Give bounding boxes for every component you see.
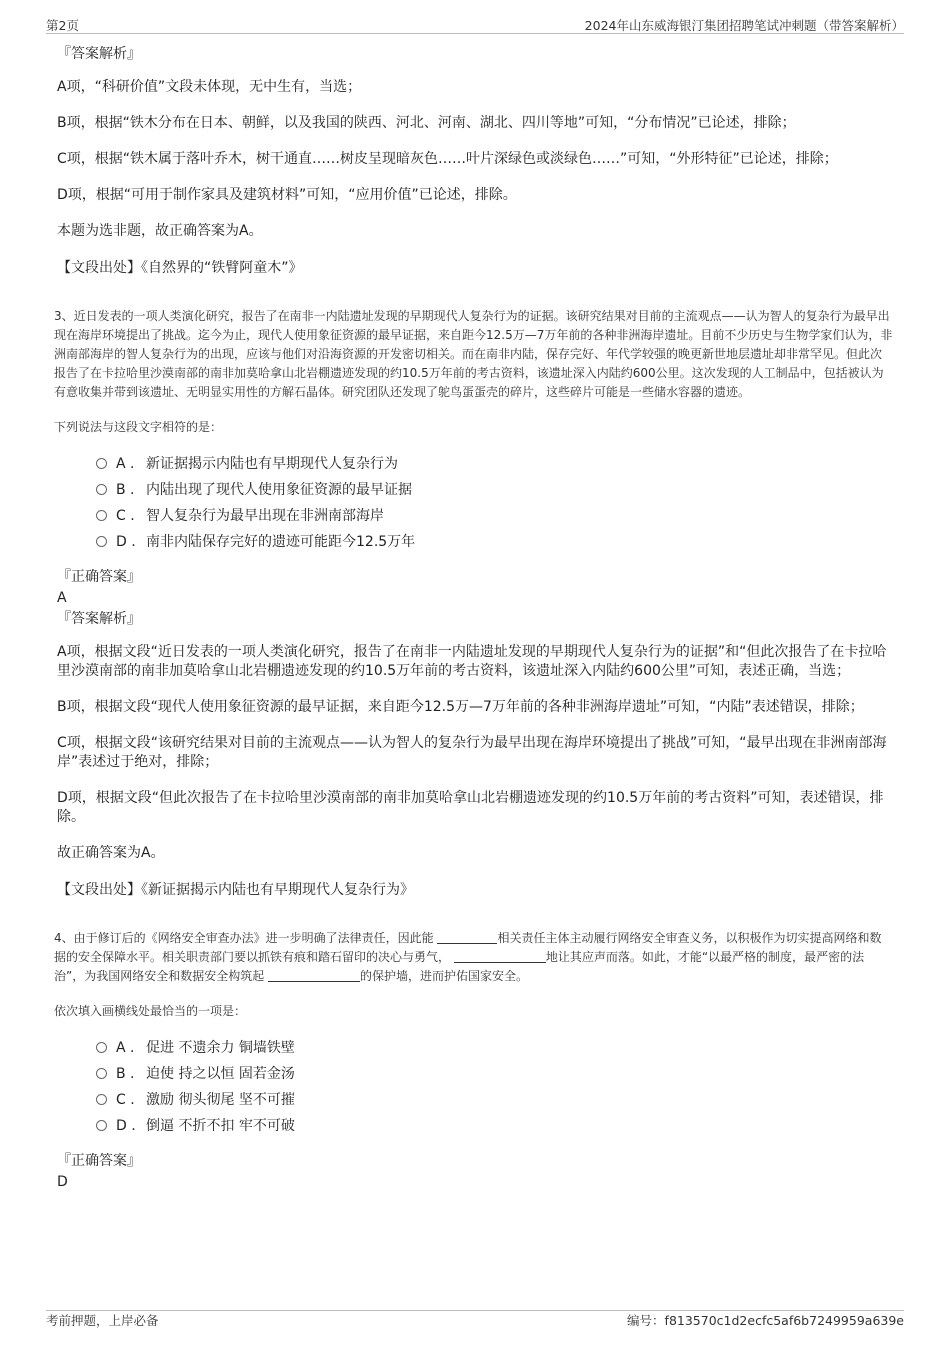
q3-source: 【文段出处】《新证据揭示内陆也有早期现代人复杂行为》 — [57, 882, 414, 898]
footer-slogan: 考前押题，上岸必备 — [46, 1313, 159, 1328]
q3-conclusion: 故正确答案为A。 — [57, 845, 165, 861]
q3-prompt: 下列说法与这段文字相符的是： — [54, 420, 223, 434]
q3-text: 3、近日发表的一项人类演化研究，报告了在南非一内陆遗址发现的早期现代人复杂行为的证据。该研究结果对目前的主流观点——认为智人的复杂行为最早出现在海岸环境提出了挑战。迄今为止，现代人使用象征资源的最早证据，来自距今12.5万—7万年前的各种非洲海岸遗址。目前不少历史与生物学家们认为，非洲南部海岸的智人复杂行为的出现，应该与他们对沿海资源的开发密切相关。而在南非内陆，保存完好、年代学较强的晚更新世地层遗址却非常罕见。但此次报告了在卡拉哈里沙漠南部的南非加莫哈拿山北岩棚遗迹发现的约10.5万年前的考古资料，该遗址深入内陆约600公里。这次发现的人工制品中，包括被认为有意收集并带到该遗址、无明显实用性的方解石晶体。研究团队还发现了鸵鸟蛋蛋壳的碎片，这些碎片可能是一些储水容器的遗迹。 — [54, 309, 893, 399]
q3-analysis-b: B项，根据文段“现代人使用象征资源的最早证据，来自距今12.5万—7万年前的各种非洲海岸遗址”可知，“内陆”表述错误，排除； — [57, 699, 864, 715]
q2-analysis-b: B项，根据“铁木分布在日本、朝鲜，以及我国的陕西、河北、河南、湖北、四川等地”可知，“分布情况”已论述，排除； — [57, 115, 796, 131]
radio-icon[interactable] — [96, 1094, 107, 1105]
q4-text: 4、由于修订后的《网络安全审查办法》进一步明确了法律责任，因此能 相关责任主体主动履行网络安全审查义务，以积极作为切实提高网络和数据的安全保障水平。相关职责部门要以抓铁有痕和踏石留印的决心与勇气， 地让其应声而落。如此，才能“以最严格的制度，最严密的法治”，为我国网络安全和数据安全构筑起 的保护墙，进而护佑国家安全。 — [54, 931, 882, 983]
q4-blank-3 — [268, 967, 360, 982]
page-content — [54, 44, 893, 1194]
radio-icon[interactable] — [96, 1120, 107, 1131]
q4-options — [96, 1038, 893, 1142]
q3-options — [96, 454, 893, 558]
q4-option-d[interactable]: D . 倒逼 不折不扣 牢不可破 — [96, 1116, 893, 1142]
q4-blank-1 — [437, 929, 497, 944]
q2-analysis-d: D项，根据“可用于制作家具及建筑材料”可知，“应用价值”已论述，排除。 — [57, 187, 517, 203]
q2-source: 【文段出处】《自然界的“铁臂阿童木”》 — [57, 260, 303, 276]
q2-conclusion: 本题为选非题，故正确答案为A。 — [57, 223, 263, 239]
q4-answer: D — [57, 1174, 68, 1190]
q4-prompt: 依次填入画横线处最恰当的一项是： — [54, 1004, 247, 1018]
q3-answer-label: 『正确答案』 — [57, 569, 141, 585]
q4-blank-2 — [454, 948, 546, 963]
page-footer — [46, 1311, 904, 1329]
q4-option-b[interactable]: B . 迫使 持之以恒 固若金汤 — [96, 1064, 893, 1090]
radio-icon[interactable] — [96, 536, 107, 547]
q3-option-a[interactable]: A . 新证据揭示内陆也有早期现代人复杂行为 — [96, 454, 893, 480]
q4-option-a[interactable]: A . 促进 不遗余力 铜墙铁壁 — [96, 1038, 893, 1064]
document-code: 编号：f813570c1d2ecfc5af6b7249959a639e — [627, 1313, 904, 1328]
q3-option-d[interactable]: D . 南非内陆保存完好的遗迹可能距今12.5万年 — [96, 532, 893, 558]
header-divider — [46, 33, 904, 34]
radio-icon[interactable] — [96, 510, 107, 521]
q3-answer: A — [57, 590, 67, 606]
q3-analysis-a: A项，根据文段“近日发表的一项人类演化研究，报告了在南非一内陆遗址发现的早期现代人复杂行为的证据”和“但此次报告了在卡拉哈里沙漠南部的南非加莫哈拿山北岩棚遗迹发现的约10.5万年前的考古资料，该遗址深入内陆约600公里”可知，表述正确，当选； — [57, 644, 887, 679]
q2-analysis-c: C项，根据“铁木属于落叶乔木，树干通直……树皮呈现暗灰色……叶片深绿色或淡绿色……”可知，“外形特征”已论述，排除； — [57, 151, 838, 167]
radio-icon[interactable] — [96, 484, 107, 495]
q3-option-b[interactable]: B . 内陆出现了现代人使用象征资源的最早证据 — [96, 480, 893, 506]
q3-analysis-label: 『答案解析』 — [57, 611, 141, 627]
q4-option-c[interactable]: C . 激励 彻头彻尾 坚不可摧 — [96, 1090, 893, 1116]
radio-icon[interactable] — [96, 1068, 107, 1079]
q3-option-c[interactable]: C . 智人复杂行为最早出现在非洲南部海岸 — [96, 506, 893, 532]
page-header — [46, 16, 904, 34]
q4-answer-label: 『正确答案』 — [57, 1153, 141, 1169]
radio-icon[interactable] — [96, 1042, 107, 1053]
q2-analysis-label: 『答案解析』 — [57, 46, 141, 62]
document-title: 2024年山东威海银汀集团招聘笔试冲刺题（带答案解析） — [584, 18, 904, 33]
radio-icon[interactable] — [96, 458, 107, 469]
q3-analysis-c: C项，根据文段“该研究结果对目前的主流观点——认为智人的复杂行为最早出现在海岸环境提出了挑战”可知，“最早出现在非洲南部海岸”表述过于绝对，排除； — [57, 735, 887, 770]
page-number: 第2页 — [46, 18, 79, 33]
q3-analysis-d: D项，根据文段“但此次报告了在卡拉哈里沙漠南部的南非加莫哈拿山北岩棚遗迹发现的约10.5万年前的考古资料”可知，表述错误，排除。 — [57, 790, 884, 825]
q2-analysis-a: A项，“科研价值”文段未体现，无中生有，当选； — [57, 79, 362, 95]
